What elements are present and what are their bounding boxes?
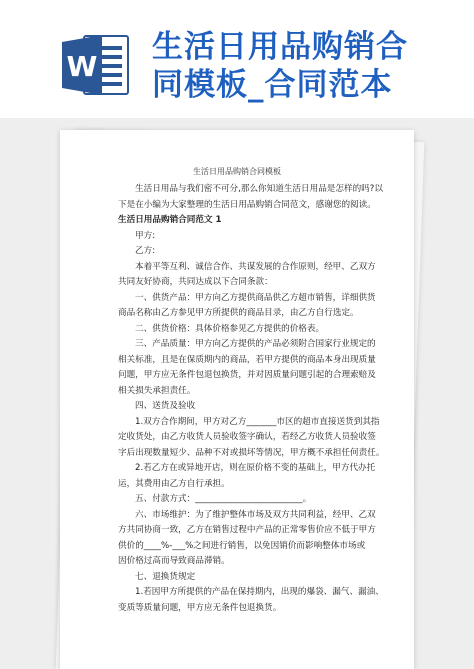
word-document-icon — [62, 32, 130, 98]
body-text-line: 字后出现数量短少、品种不对或损坏等情况，甲方概不承担任何责任。 — [118, 447, 385, 458]
body-text-line: 共同友好协商，共同达成以下合同条款： — [118, 277, 273, 287]
page-title — [152, 28, 468, 104]
section-heading: 生活日用品购销合同范文 1 — [118, 215, 222, 225]
body-text-line: 三、产品质量：甲方向乙方提供的产品必须附合国家行业规定的 — [135, 339, 376, 349]
body-text-line: 因价格过高而导致商品滞销。 — [118, 556, 230, 566]
document-preview-area — [0, 118, 474, 669]
body-text-line: 定收货处，由乙方收货人员验收签字确认，若经乙方收货人员验收签 — [118, 432, 376, 442]
document-page — [60, 130, 414, 669]
body-text-line: 相关标准，且是在保质期内的商品，若甲方提供的商品本身出现质量 — [118, 354, 376, 365]
body-text-line: 商品名称由乙方参见甲方所提供的商品目录，由乙方自行选定。 — [118, 308, 359, 318]
body-text-line: 运，其费用由乙方自行承担。 — [118, 478, 230, 489]
svg-text:W: W — [66, 50, 98, 83]
body-text-line: 1.若因甲方所提供的产品在保持期内，出现的爆袋、漏气、漏油、 — [135, 587, 384, 597]
document-body — [118, 182, 414, 616]
body-text-line: 下是在小编为大家整理的生活日用品购销合同范文，感谢您的阅读。 — [118, 199, 376, 210]
body-text-line: 五、付款方式：_________________________。 — [135, 494, 312, 504]
body-text-line: 问题，甲方应无条件包退包换货，并对因质量问题引起的合理索赔及 — [118, 370, 376, 380]
body-text-line: 甲方: — [135, 230, 156, 241]
body-text-line: 四、送货及验收 — [135, 401, 196, 411]
body-text-line: 相关损失承担责任。 — [118, 385, 196, 396]
title-line: 生活日用品购销合 — [152, 29, 408, 65]
body-text-line: 七、退换货规定 — [135, 571, 196, 582]
body-text-line: 乙方: — [135, 246, 156, 256]
body-text-line: 方共同协商一致，乙方在销售过程中产品的正常零售价应不低于甲方 — [118, 525, 376, 535]
body-text-line: 六、市场维护：为了维护整体市场及双方共同利益，经甲、乙双 — [135, 509, 376, 520]
body-text-line: 本着平等互利、诚信合作、共谋发展的合作原则，经甲、乙双方 — [135, 261, 376, 272]
header-banner — [0, 0, 474, 118]
body-text-line: 供价的____%-___%之间进行销售，以免因销价而影响整体市场或 — [118, 540, 366, 551]
body-text-line: 一、供货产品：甲方向乙方提供商品供乙方超市销售，详细供货 — [135, 292, 376, 303]
document-heading: 生活日用品购销合同模板 — [193, 167, 281, 176]
body-text-line: 1.双方合作期间，甲方对乙方_______市区的超市直接送货到其指 — [135, 416, 380, 427]
body-text-line: 生活日用品与我们密不可分,那么你知道生活日用品是怎样的吗?以 — [135, 184, 383, 194]
body-text-line: 变质等质量问题，甲方应无条件包退换货。 — [118, 602, 282, 613]
body-text-line: 2.若乙方在或异地开店，则在原价格不变的基础上，甲方代办托 — [135, 463, 376, 473]
body-text-line: 二、供货价格：具体价格参见乙方提供的价格表。 — [135, 323, 325, 334]
title-line: 同模板_合同范本 — [152, 67, 393, 103]
